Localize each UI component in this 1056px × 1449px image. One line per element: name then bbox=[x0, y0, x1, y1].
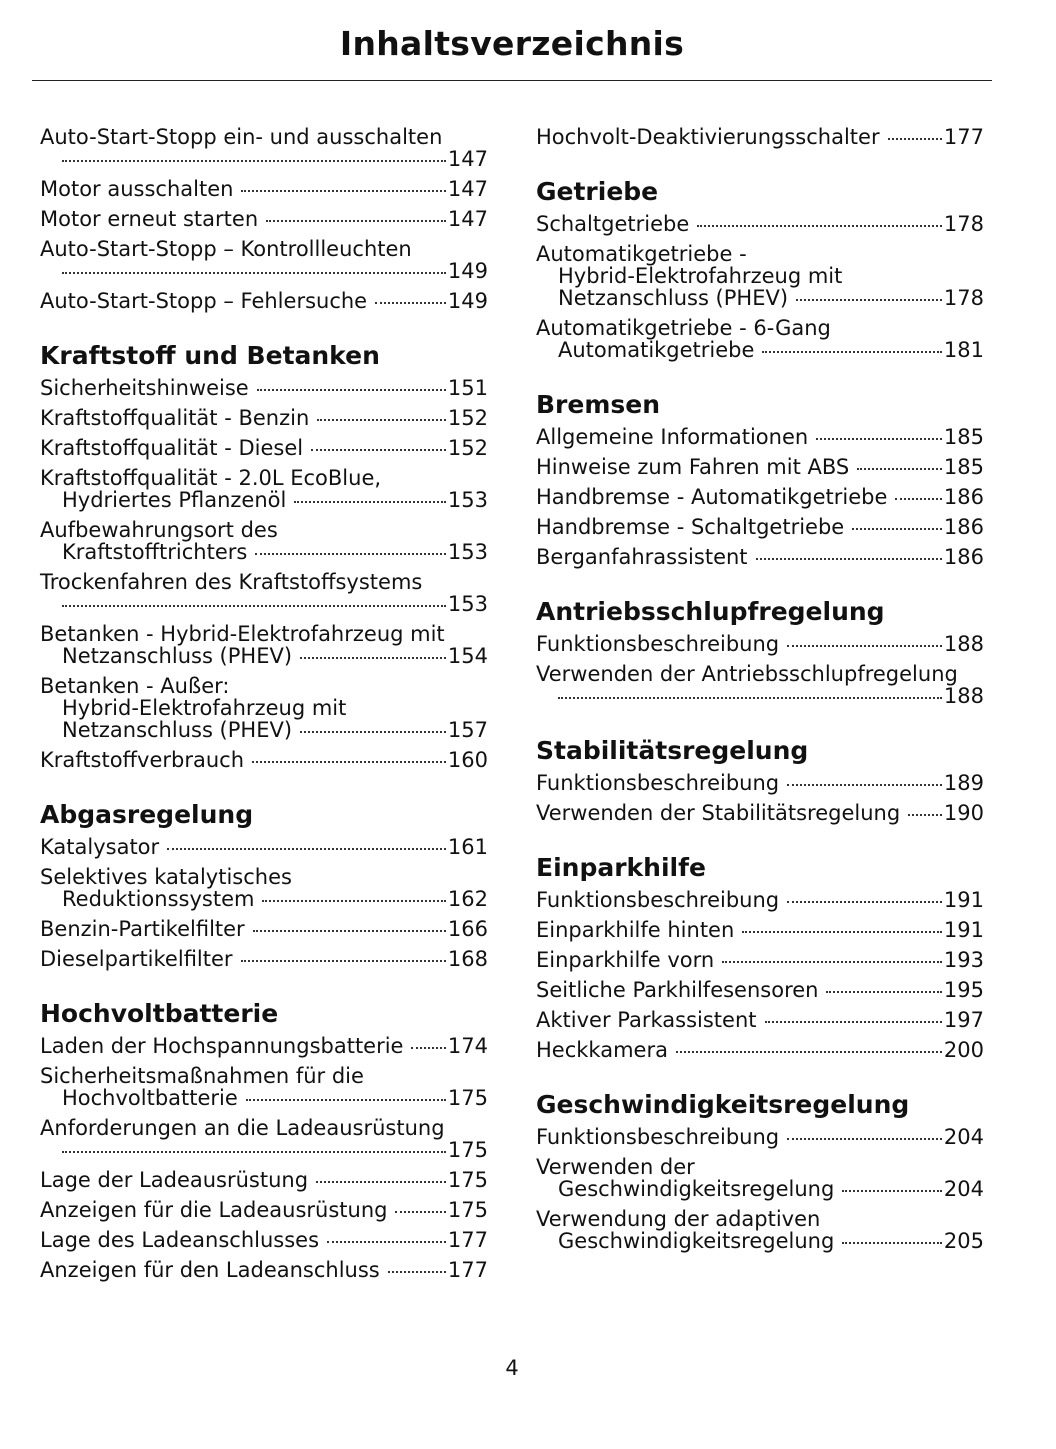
toc-section bbox=[536, 126, 984, 148]
page-ref: 197 bbox=[943, 1008, 984, 1032]
entry-row bbox=[536, 339, 984, 361]
entry-title: Anzeigen für die Ladeausrüstung bbox=[40, 1198, 388, 1222]
entry-title: Funktionsbeschreibung bbox=[536, 888, 780, 912]
entry-row bbox=[536, 949, 984, 971]
page-number: 4 bbox=[505, 1356, 519, 1380]
toc-entry[interactable] bbox=[40, 467, 488, 511]
page-ref: 204 bbox=[943, 1125, 984, 1149]
entry-title-line: Sicherheitsmaßnahmen für die bbox=[40, 1064, 364, 1088]
entry-row bbox=[40, 407, 488, 429]
toc-entry[interactable] bbox=[536, 317, 984, 361]
dot-leader bbox=[842, 1190, 942, 1192]
dot-leader bbox=[62, 605, 446, 607]
toc-entry[interactable] bbox=[40, 749, 488, 771]
entry-row bbox=[536, 1178, 984, 1200]
entry-row bbox=[536, 426, 984, 448]
section-heading: Einparkhilfe bbox=[536, 853, 706, 882]
entry-row bbox=[40, 1087, 488, 1109]
page-ref: 177 bbox=[447, 1228, 488, 1252]
entry-title: Schaltgetriebe bbox=[536, 212, 690, 236]
page-ref: 181 bbox=[943, 338, 984, 362]
dot-leader bbox=[787, 645, 942, 647]
entry-row bbox=[536, 546, 984, 568]
entry-row bbox=[40, 593, 488, 615]
entry-row bbox=[40, 1259, 488, 1281]
toc-entry[interactable] bbox=[40, 1117, 488, 1161]
entry-title: Kraftstofftrichters bbox=[62, 540, 248, 564]
entry-row bbox=[40, 1229, 488, 1251]
page-ref: 161 bbox=[447, 835, 488, 859]
entry-title: Geschwindigkeitsregelung bbox=[558, 1177, 835, 1201]
entry-row bbox=[536, 516, 984, 538]
entry-title: Motor erneut starten bbox=[40, 207, 259, 231]
entry-row bbox=[536, 1230, 984, 1252]
entry-title-line: Automatikgetriebe - 6-Gang bbox=[536, 316, 831, 340]
toc-entry[interactable] bbox=[536, 213, 984, 235]
entry-title: Kraftstoffqualität - Benzin bbox=[40, 406, 310, 430]
entry-row bbox=[536, 685, 984, 707]
page-ref: 162 bbox=[447, 887, 488, 911]
toc-entry[interactable] bbox=[536, 486, 984, 508]
page-title: Inhaltsverzeichnis bbox=[339, 24, 685, 63]
toc-entry[interactable] bbox=[536, 546, 984, 568]
entry-title: Hochvoltbatterie bbox=[62, 1086, 238, 1110]
dot-leader bbox=[317, 419, 446, 421]
entry-row bbox=[536, 979, 984, 1001]
dot-leader bbox=[257, 389, 446, 391]
entry-title: Dieselpartikelfilter bbox=[40, 947, 233, 971]
page-ref: 166 bbox=[447, 917, 488, 941]
dot-leader bbox=[411, 1047, 445, 1049]
page-ref: 195 bbox=[943, 978, 984, 1002]
toc-entry[interactable] bbox=[40, 1169, 488, 1191]
entry-title: Allgemeine Informationen bbox=[536, 425, 809, 449]
dot-leader bbox=[316, 1181, 446, 1183]
toc-entry[interactable] bbox=[536, 633, 984, 655]
entry-row bbox=[536, 213, 984, 235]
page-ref: 191 bbox=[943, 888, 984, 912]
entry-title: Lage des Ladeanschlusses bbox=[40, 1228, 320, 1252]
entry-title: Auto-Start-Stopp – Fehlersuche bbox=[40, 289, 368, 313]
dot-leader bbox=[395, 1211, 445, 1213]
entry-title: Reduktionssystem bbox=[62, 887, 255, 911]
dot-leader bbox=[722, 961, 942, 963]
page-ref: 149 bbox=[447, 259, 488, 283]
page-ref: 175 bbox=[447, 1168, 488, 1192]
toc-entry[interactable] bbox=[536, 802, 984, 824]
page-ref: 147 bbox=[447, 177, 488, 201]
dot-leader bbox=[762, 351, 941, 353]
dot-leader bbox=[787, 901, 942, 903]
entry-title: Motor ausschalten bbox=[40, 177, 234, 201]
toc-entry[interactable] bbox=[536, 1126, 984, 1148]
page-ref: 190 bbox=[943, 801, 984, 825]
entry-title: Heckkamera bbox=[536, 1038, 668, 1062]
entry-row bbox=[40, 1199, 488, 1221]
entry-title-line: Auto-Start-Stopp – Kontrollleuchten bbox=[40, 237, 412, 261]
page-ref: 191 bbox=[943, 918, 984, 942]
entry-title: Berganfahrassistent bbox=[536, 545, 748, 569]
dot-leader bbox=[857, 468, 942, 470]
entry-title: Hochvolt-Deaktivierungsschalter bbox=[536, 125, 880, 149]
page-ref: 153 bbox=[447, 592, 488, 616]
toc-entry[interactable] bbox=[40, 571, 488, 615]
entry-title-line: Verwenden der Antriebsschlupfregelung bbox=[536, 662, 958, 686]
entry-title: Funktionsbeschreibung bbox=[536, 1125, 780, 1149]
dot-leader bbox=[888, 138, 942, 140]
dot-leader bbox=[262, 900, 445, 902]
entry-title: Hydriertes Pflanzenöl bbox=[62, 488, 287, 512]
dot-leader bbox=[167, 848, 446, 850]
toc-entry[interactable] bbox=[40, 836, 488, 858]
entry-row bbox=[40, 836, 488, 858]
toc-entry[interactable] bbox=[536, 426, 984, 448]
entry-row bbox=[536, 1009, 984, 1031]
entry-row bbox=[40, 178, 488, 200]
toc-entry[interactable] bbox=[40, 948, 488, 970]
entry-title: Hinweise zum Fahren mit ABS bbox=[536, 455, 850, 479]
toc-section bbox=[40, 800, 488, 970]
toc-section bbox=[536, 1090, 984, 1252]
dot-leader bbox=[300, 657, 446, 659]
entry-title-line: Anforderungen an die Ladeausrüstung bbox=[40, 1116, 445, 1140]
toc-section bbox=[536, 736, 984, 824]
page-ref: 185 bbox=[943, 425, 984, 449]
entry-title-line: Verwendung der adaptiven bbox=[536, 1207, 821, 1231]
toc-entry[interactable] bbox=[40, 1035, 488, 1057]
toc-entry[interactable] bbox=[40, 1229, 488, 1251]
page-ref: 175 bbox=[447, 1086, 488, 1110]
page-ref: 205 bbox=[943, 1229, 984, 1253]
dot-leader bbox=[796, 299, 942, 301]
page-ref: 153 bbox=[447, 488, 488, 512]
toc-entry[interactable] bbox=[40, 1259, 488, 1281]
entry-title-line: Automatikgetriebe - bbox=[536, 242, 747, 266]
entry-title: Funktionsbeschreibung bbox=[536, 632, 780, 656]
dot-leader bbox=[253, 930, 446, 932]
entry-title: Handbremse - Schaltgetriebe bbox=[536, 515, 845, 539]
entry-row bbox=[40, 377, 488, 399]
entry-title: Einparkhilfe vorn bbox=[536, 948, 715, 972]
entry-title-line: Aufbewahrungsort des bbox=[40, 518, 278, 542]
toc-entry[interactable] bbox=[40, 623, 488, 667]
dot-leader bbox=[816, 438, 942, 440]
page-ref: 193 bbox=[943, 948, 984, 972]
dot-leader bbox=[826, 991, 941, 993]
section-heading: Abgasregelung bbox=[40, 800, 254, 829]
page-ref: 204 bbox=[943, 1177, 984, 1201]
entry-row bbox=[40, 948, 488, 970]
toc-entry[interactable] bbox=[40, 238, 488, 282]
entry-row bbox=[536, 287, 984, 309]
page-ref: 175 bbox=[447, 1138, 488, 1162]
entry-title: Einparkhilfe hinten bbox=[536, 918, 735, 942]
dot-leader bbox=[294, 501, 446, 503]
dot-leader bbox=[895, 498, 942, 500]
entry-title: Geschwindigkeitsregelung bbox=[558, 1229, 835, 1253]
page-ref: 152 bbox=[447, 406, 488, 430]
toc-section bbox=[536, 177, 984, 361]
toc-entry[interactable] bbox=[40, 1065, 488, 1109]
dot-leader bbox=[756, 558, 942, 560]
entry-row bbox=[40, 541, 488, 563]
dot-leader bbox=[765, 1021, 942, 1023]
dot-leader bbox=[327, 1241, 446, 1243]
entry-title: Aktiver Parkassistent bbox=[536, 1008, 757, 1032]
toc-section bbox=[536, 853, 984, 1061]
entry-row bbox=[536, 802, 984, 824]
toc-entry[interactable] bbox=[40, 918, 488, 940]
toc-entry[interactable] bbox=[536, 1156, 984, 1200]
entry-row bbox=[40, 918, 488, 940]
entry-row bbox=[40, 645, 488, 667]
entry-row bbox=[536, 1039, 984, 1061]
dot-leader bbox=[300, 731, 446, 733]
entry-title: Katalysator bbox=[40, 835, 160, 859]
page-ref: 168 bbox=[447, 947, 488, 971]
toc-entry[interactable] bbox=[40, 290, 488, 312]
entry-row bbox=[40, 148, 488, 170]
toc-entry[interactable] bbox=[40, 519, 488, 563]
toc-section bbox=[40, 126, 488, 312]
dot-leader bbox=[255, 553, 446, 555]
entry-title-line: Betanken - Hybrid-Elektrofahrzeug mit bbox=[40, 622, 445, 646]
toc-entry[interactable] bbox=[40, 377, 488, 399]
entry-row bbox=[536, 633, 984, 655]
entry-title: Automatikgetriebe bbox=[558, 338, 755, 362]
dot-leader bbox=[62, 1151, 446, 1153]
dot-leader bbox=[787, 1138, 942, 1140]
entry-title-line: Hybrid-Elektrofahrzeug mit bbox=[558, 264, 843, 288]
toc-column-right bbox=[536, 126, 984, 1252]
section-heading: Kraftstoff und Betanken bbox=[40, 341, 380, 370]
dot-leader bbox=[241, 960, 446, 962]
dot-leader bbox=[241, 190, 445, 192]
page-ref: 174 bbox=[447, 1034, 488, 1058]
entry-title: Laden der Hochspannungsbatterie bbox=[40, 1034, 404, 1058]
dot-leader bbox=[62, 160, 446, 162]
dot-leader bbox=[246, 1099, 446, 1101]
entry-row bbox=[40, 1035, 488, 1057]
entry-title: Anzeigen für den Ladeanschluss bbox=[40, 1258, 380, 1282]
entry-title-line: Selektives katalytisches bbox=[40, 865, 292, 889]
entry-row bbox=[40, 489, 488, 511]
page-ref: 178 bbox=[943, 212, 984, 236]
toc-entry[interactable] bbox=[536, 919, 984, 941]
entry-row bbox=[40, 437, 488, 459]
page-ref: 200 bbox=[943, 1038, 984, 1062]
entry-title: Kraftstoffqualität - Diesel bbox=[40, 436, 304, 460]
entry-row bbox=[536, 456, 984, 478]
section-heading: Hochvoltbatterie bbox=[40, 999, 279, 1028]
dot-leader bbox=[852, 528, 942, 530]
section-heading: Bremsen bbox=[536, 390, 661, 419]
entry-row bbox=[536, 919, 984, 941]
toc-section bbox=[40, 999, 488, 1281]
entry-title: Seitliche Parkhilfesensoren bbox=[536, 978, 819, 1002]
entry-row bbox=[536, 772, 984, 794]
toc-entry[interactable] bbox=[536, 1039, 984, 1061]
entry-title: Sicherheitshinweise bbox=[40, 376, 249, 400]
dot-leader bbox=[842, 1242, 942, 1244]
entry-title-line: Verwenden der bbox=[536, 1155, 695, 1179]
entry-row bbox=[536, 126, 984, 148]
entry-row bbox=[536, 1126, 984, 1148]
page-ref: 189 bbox=[943, 771, 984, 795]
toc-entry[interactable] bbox=[40, 208, 488, 230]
dot-leader bbox=[375, 302, 446, 304]
page-ref: 186 bbox=[943, 515, 984, 539]
toc-entry[interactable] bbox=[40, 437, 488, 459]
toc-entry[interactable] bbox=[536, 772, 984, 794]
page-ref: 178 bbox=[943, 286, 984, 310]
page-ref: 147 bbox=[447, 147, 488, 171]
page-ref: 186 bbox=[943, 485, 984, 509]
toc-section bbox=[536, 597, 984, 707]
entry-title-line: Betanken - Außer: bbox=[40, 674, 230, 698]
dot-leader bbox=[742, 931, 942, 933]
entry-row bbox=[40, 208, 488, 230]
toc-entry[interactable] bbox=[40, 1199, 488, 1221]
toc-entry[interactable] bbox=[536, 979, 984, 1001]
entry-title: Handbremse - Automatikgetriebe bbox=[536, 485, 888, 509]
entry-title-line: Auto-Start-Stopp ein- und ausschalten bbox=[40, 125, 443, 149]
title-divider bbox=[32, 80, 992, 81]
entry-row bbox=[40, 290, 488, 312]
page-ref: 147 bbox=[447, 207, 488, 231]
toc-entry[interactable] bbox=[536, 949, 984, 971]
dot-leader bbox=[787, 784, 942, 786]
entry-title: Netzanschluss (PHEV) bbox=[558, 286, 789, 310]
entry-row bbox=[40, 1139, 488, 1161]
entry-title: Benzin-Partikelfilter bbox=[40, 917, 245, 941]
toc-entry[interactable] bbox=[536, 1009, 984, 1031]
entry-row bbox=[40, 749, 488, 771]
section-heading: Geschwindigkeitsregelung bbox=[536, 1090, 910, 1119]
toc-entry[interactable] bbox=[536, 243, 984, 309]
toc-entry[interactable] bbox=[536, 516, 984, 538]
page-ref: 186 bbox=[943, 545, 984, 569]
page-ref: 177 bbox=[447, 1258, 488, 1282]
page-ref: 149 bbox=[447, 289, 488, 313]
page-ref: 151 bbox=[447, 376, 488, 400]
toc-column-left bbox=[40, 126, 488, 1281]
dot-leader bbox=[388, 1271, 446, 1273]
entry-title-line: Hybrid-Elektrofahrzeug mit bbox=[62, 696, 347, 720]
toc-entry[interactable] bbox=[40, 126, 488, 170]
toc-entry[interactable] bbox=[536, 126, 984, 148]
page-ref: 153 bbox=[447, 540, 488, 564]
page-ref: 154 bbox=[447, 644, 488, 668]
entry-title-line: Trockenfahren des Kraftstoffsystems bbox=[40, 570, 423, 594]
dot-leader bbox=[311, 449, 446, 451]
dot-leader bbox=[697, 225, 942, 227]
entry-title: Netzanschluss (PHEV) bbox=[62, 644, 293, 668]
toc-entry[interactable] bbox=[40, 866, 488, 910]
entry-title-line: Kraftstoffqualität - 2.0L EcoBlue, bbox=[40, 466, 382, 490]
dot-leader bbox=[252, 761, 446, 763]
section-heading: Stabilitätsregelung bbox=[536, 736, 809, 765]
entry-row bbox=[40, 1169, 488, 1191]
entry-row bbox=[40, 888, 488, 910]
dot-leader bbox=[558, 697, 942, 699]
page-ref: 152 bbox=[447, 436, 488, 460]
entry-row bbox=[536, 889, 984, 911]
toc-entry[interactable] bbox=[40, 178, 488, 200]
toc-entry[interactable] bbox=[536, 663, 984, 707]
entry-title: Kraftstoffverbrauch bbox=[40, 748, 245, 772]
page-ref: 188 bbox=[943, 684, 984, 708]
toc-entry[interactable] bbox=[536, 889, 984, 911]
page-ref: 188 bbox=[943, 632, 984, 656]
entry-title: Funktionsbeschreibung bbox=[536, 771, 780, 795]
section-heading: Antriebsschlupfregelung bbox=[536, 597, 885, 626]
entry-row bbox=[536, 486, 984, 508]
dot-leader bbox=[908, 814, 942, 816]
entry-row bbox=[40, 719, 488, 741]
dot-leader bbox=[266, 220, 446, 222]
toc-entry[interactable] bbox=[536, 1208, 984, 1252]
dot-leader bbox=[62, 272, 446, 274]
toc-section bbox=[536, 390, 984, 568]
entry-title: Netzanschluss (PHEV) bbox=[62, 718, 293, 742]
page-ref: 185 bbox=[943, 455, 984, 479]
page-ref: 160 bbox=[447, 748, 488, 772]
dot-leader bbox=[676, 1051, 942, 1053]
section-heading: Getriebe bbox=[536, 177, 659, 206]
toc-section bbox=[40, 341, 488, 771]
entry-title: Lage der Ladeausrüstung bbox=[40, 1168, 309, 1192]
toc-entry[interactable] bbox=[40, 675, 488, 741]
entry-title: Verwenden der Stabilitätsregelung bbox=[536, 801, 901, 825]
page-ref: 177 bbox=[943, 125, 984, 149]
entry-row bbox=[40, 260, 488, 282]
toc-entry[interactable] bbox=[536, 456, 984, 478]
page-ref: 175 bbox=[447, 1198, 488, 1222]
toc-entry[interactable] bbox=[40, 407, 488, 429]
page-ref: 157 bbox=[447, 718, 488, 742]
